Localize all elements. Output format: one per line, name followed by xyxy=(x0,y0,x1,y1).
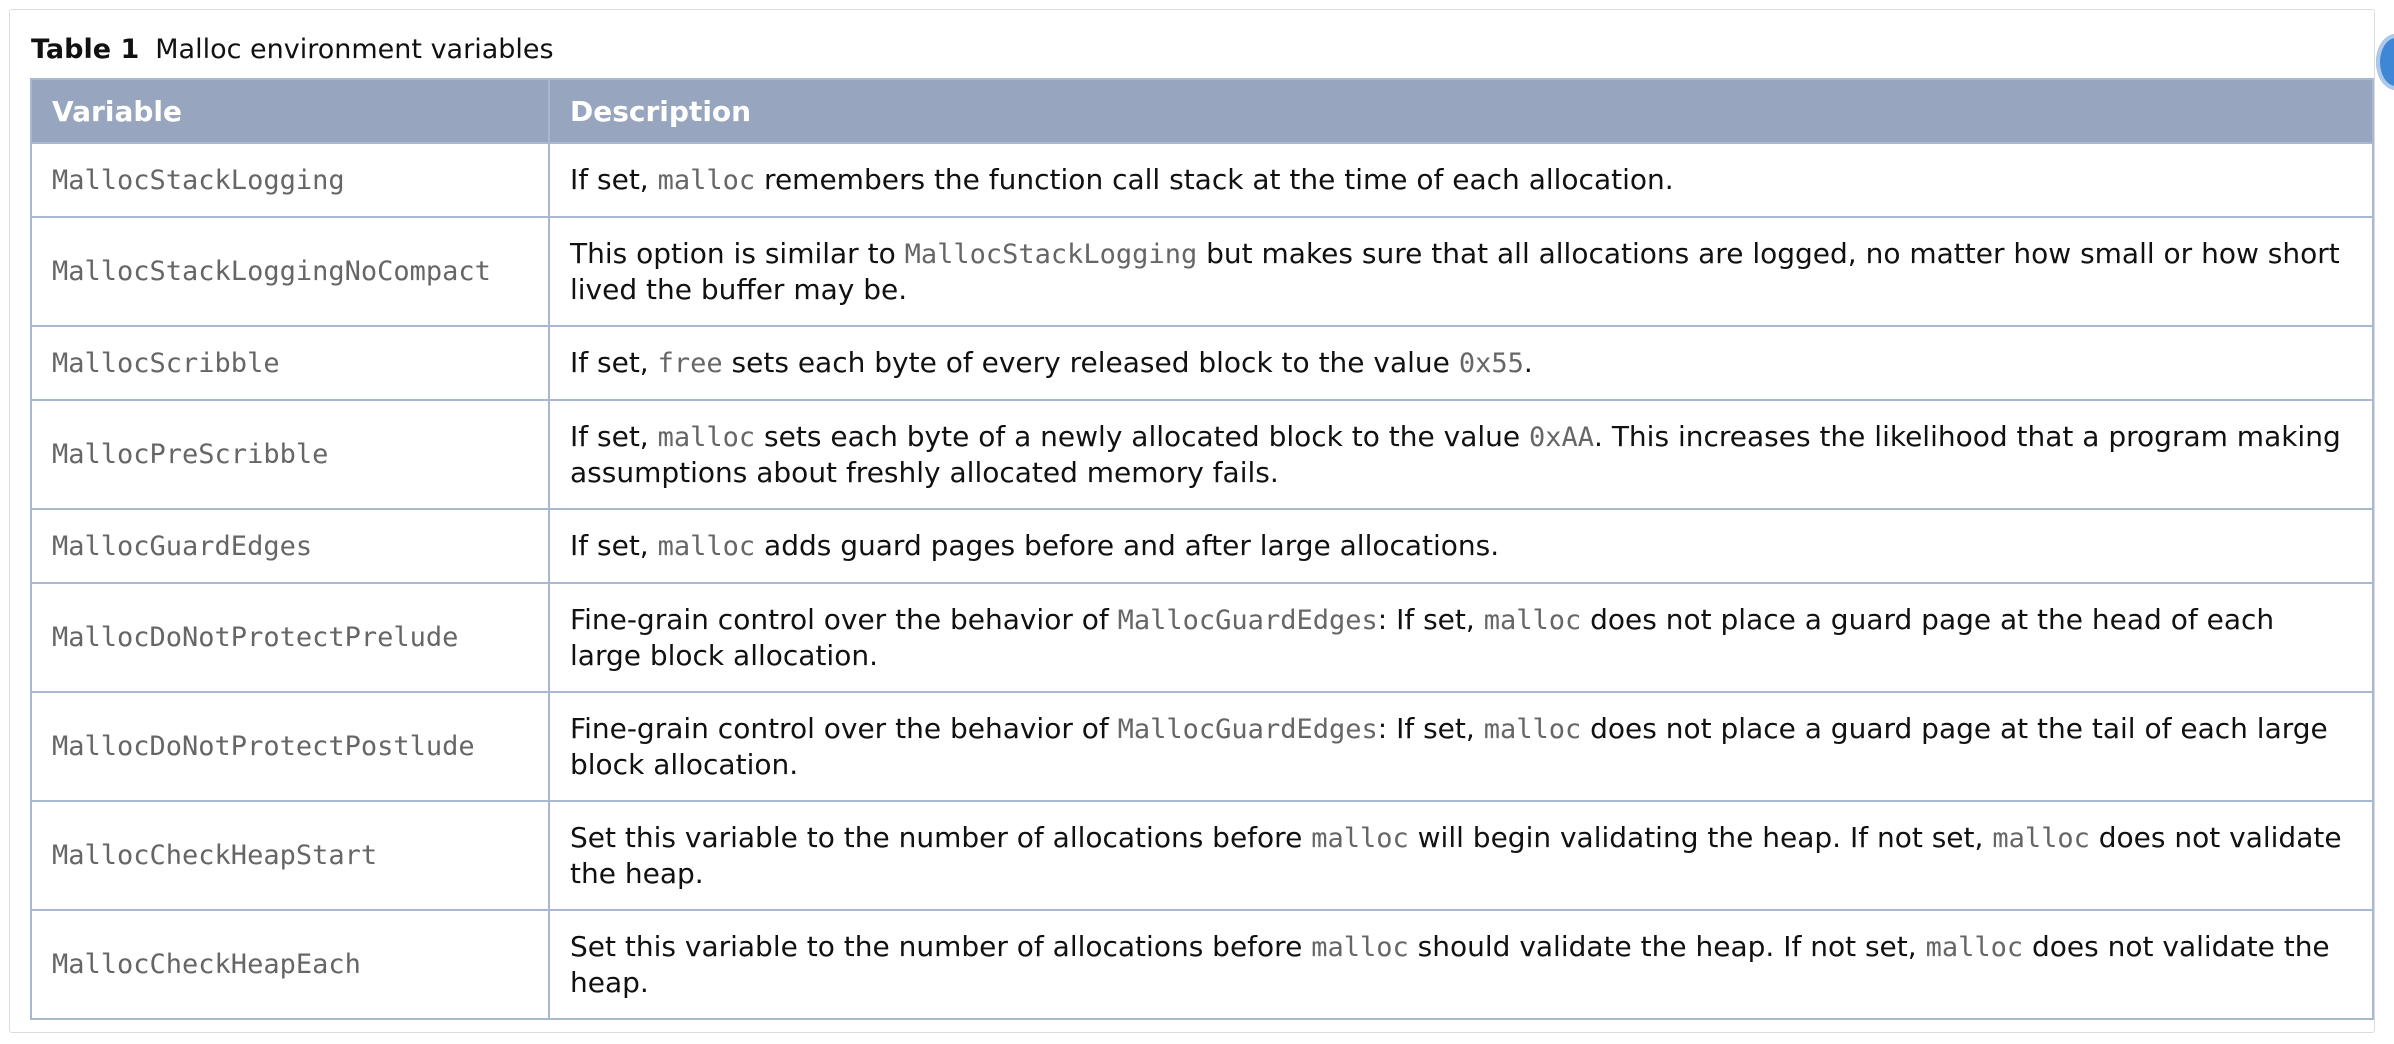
description-text: Fine-grain control over the behavior of xyxy=(570,712,1118,745)
description-text: Fine-grain control over the behavior of xyxy=(570,603,1118,636)
variable-name: MallocStackLogging xyxy=(31,143,549,217)
table-row xyxy=(31,143,2373,217)
description-text: Set this variable to the number of allocations before xyxy=(570,821,1312,854)
inline-code: 0x55 xyxy=(1458,348,1524,379)
inline-code: malloc xyxy=(1483,605,1582,636)
variable-description xyxy=(549,143,2373,217)
description-text: adds guard pages before and after large allocations. xyxy=(755,529,1500,562)
inline-code: 0xAA xyxy=(1529,422,1595,453)
table-row xyxy=(31,509,2373,583)
inline-code: malloc xyxy=(1483,714,1582,745)
table-row xyxy=(31,801,2373,910)
variable-description xyxy=(549,583,2373,692)
variable-name: MallocCheckHeapEach xyxy=(31,910,549,1019)
description-text: If set, xyxy=(570,420,658,453)
variable-description xyxy=(549,801,2373,910)
inline-code: MallocStackLogging xyxy=(904,239,1198,270)
description-text: does not validate the heap. xyxy=(570,821,2342,890)
variable-description xyxy=(549,692,2373,801)
inline-code: MallocGuardEdges xyxy=(1117,714,1378,745)
table-title: Malloc environment variables xyxy=(155,34,554,65)
table-number: Table 1 xyxy=(31,34,140,65)
description-text: If set, xyxy=(570,163,658,196)
description-text: should validate the heap. If not set, xyxy=(1408,930,1926,963)
inline-code: malloc xyxy=(1992,823,2090,854)
description-text: Set this variable to the number of allocations before xyxy=(570,930,1312,963)
description-text: will begin validating the heap. If not set, xyxy=(1408,821,1993,854)
table-header-row xyxy=(31,79,2373,143)
variable-name: MallocStackLoggingNoCompact xyxy=(31,217,549,326)
description-text: If set, xyxy=(570,529,658,562)
variable-description xyxy=(549,326,2373,400)
description-text: This option is similar to xyxy=(570,237,905,270)
variable-description xyxy=(549,910,2373,1019)
description-text: but makes sure that all allocations are logged, no matter how small or how short lived the buffer may be. xyxy=(570,237,2340,306)
inline-code: MallocGuardEdges xyxy=(1117,605,1378,636)
table-row xyxy=(31,910,2373,1019)
table-row xyxy=(31,217,2373,326)
inline-code: malloc xyxy=(1311,932,1409,963)
variable-name: MallocDoNotProtectPostlude xyxy=(31,692,549,801)
variable-description xyxy=(549,217,2373,326)
description-text: does not place a guard page at the head of each large block allocation. xyxy=(570,603,2275,672)
description-text: sets each byte of every released block to the value xyxy=(722,346,1459,379)
description-text: sets each byte of a newly allocated block to the value xyxy=(755,420,1529,453)
scroll-indicator-icon[interactable] xyxy=(2376,34,2394,90)
table-row xyxy=(31,326,2373,400)
variable-name: MallocDoNotProtectPrelude xyxy=(31,583,549,692)
description-text: : If set, xyxy=(1377,603,1484,636)
inline-code: malloc xyxy=(657,531,756,562)
description-text: . xyxy=(1523,346,1533,379)
description-text: remembers the function call stack at the time of each allocation. xyxy=(755,163,1674,196)
table-caption xyxy=(31,30,554,70)
variable-name: MallocCheckHeapStart xyxy=(31,801,549,910)
column-header-description: Description xyxy=(549,79,2373,143)
variable-name: MallocScribble xyxy=(31,326,549,400)
inline-code: malloc xyxy=(657,165,756,196)
inline-code: malloc xyxy=(1925,932,2024,963)
description-text: does not validate the heap. xyxy=(570,930,2330,999)
column-header-variable: Variable xyxy=(31,79,549,143)
inline-code: malloc xyxy=(657,422,756,453)
table-row xyxy=(31,692,2373,801)
environment-variables-table xyxy=(30,78,2374,1020)
variable-name: MallocGuardEdges xyxy=(31,509,549,583)
description-text: If set, xyxy=(570,346,658,379)
variable-description xyxy=(549,400,2373,509)
table-body xyxy=(31,143,2373,1019)
table-row xyxy=(31,400,2373,509)
table-row xyxy=(31,583,2373,692)
variable-description xyxy=(549,509,2373,583)
description-text: . This increases the likelihood that a program making assumptions about freshly allocated memory fails. xyxy=(570,420,2341,489)
description-text: : If set, xyxy=(1377,712,1484,745)
inline-code: malloc xyxy=(1311,823,1409,854)
inline-code: free xyxy=(657,348,723,379)
description-text: does not place a guard page at the tail of each large block allocation. xyxy=(570,712,2328,781)
variable-name: MallocPreScribble xyxy=(31,400,549,509)
